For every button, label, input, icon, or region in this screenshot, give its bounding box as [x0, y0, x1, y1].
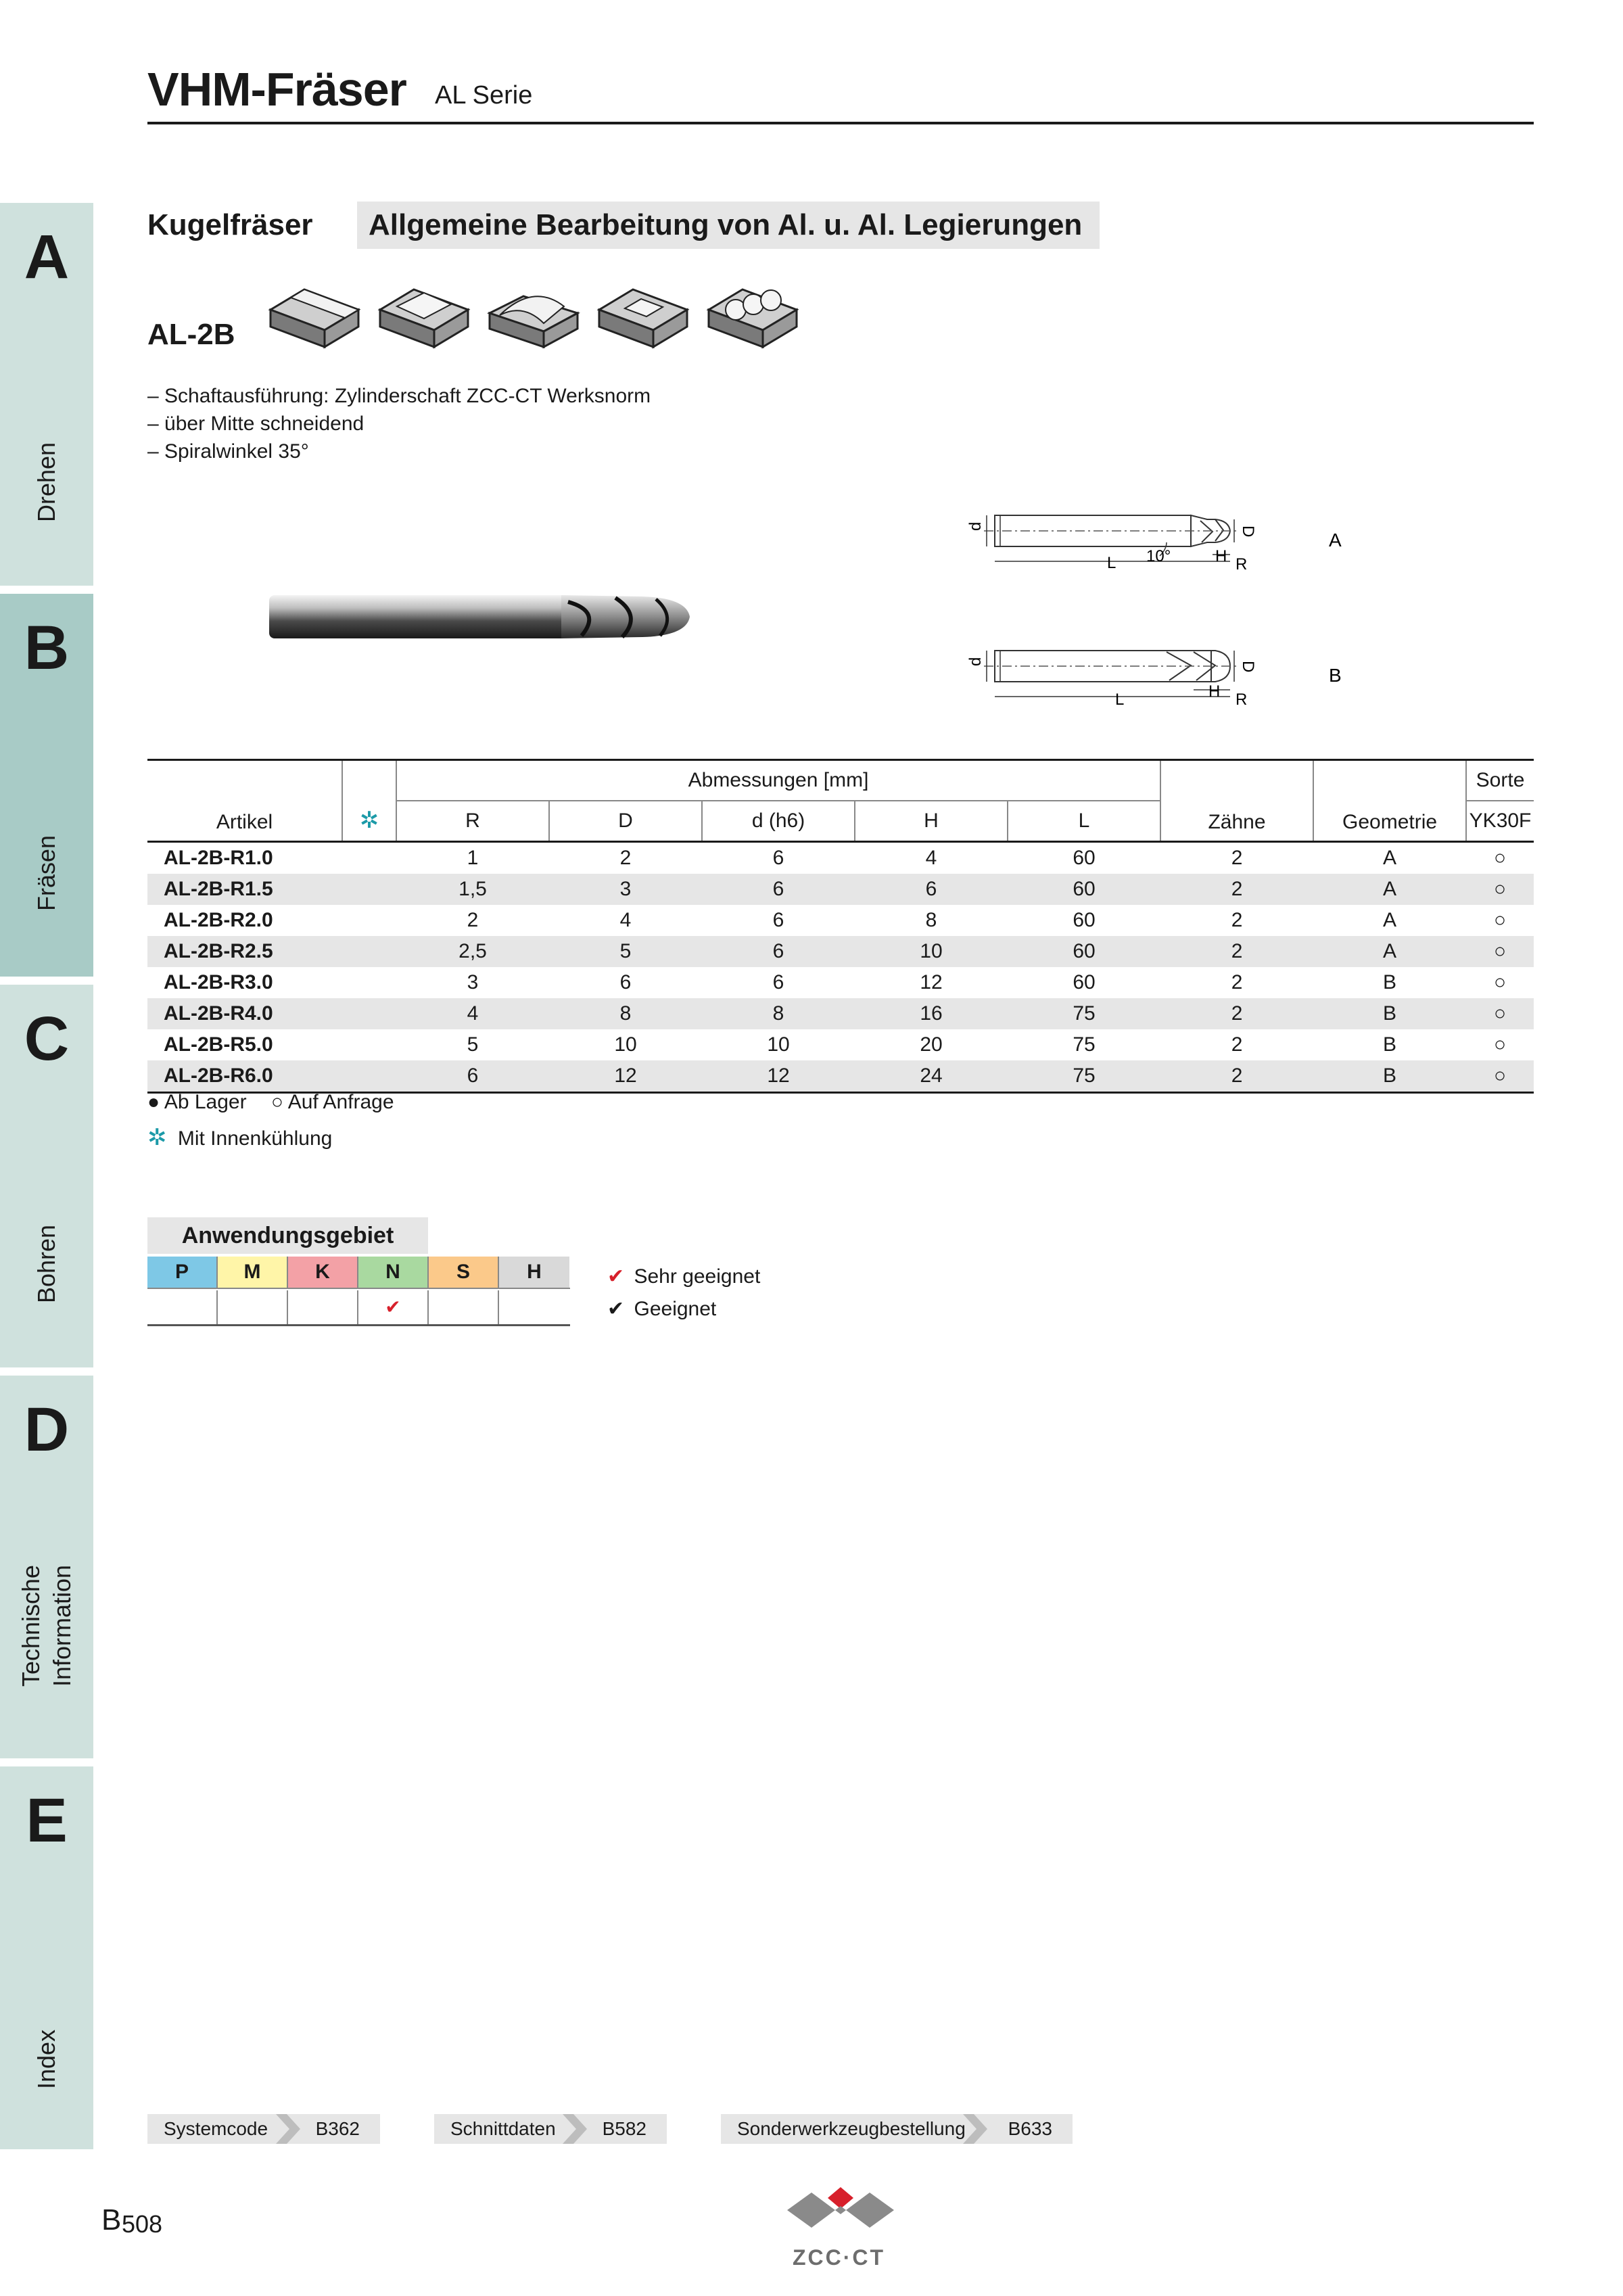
cell-stock: ○	[1466, 1060, 1534, 1093]
application-bottom-rule	[147, 1324, 570, 1326]
cell-zaehne: 2	[1231, 971, 1243, 993]
black-check-icon: ✔	[607, 1298, 625, 1320]
cell-D: 10	[614, 1033, 637, 1056]
suitable-legend	[607, 1297, 716, 1321]
on-request-label: Auf Anfrage	[287, 1091, 394, 1113]
cell-R: 1	[396, 842, 549, 874]
cell-geometrie: A	[1313, 936, 1466, 967]
coolant-icon: ✲	[342, 760, 396, 842]
material-p: P	[147, 1257, 218, 1288]
feature-item: – über Mitte schneidend	[147, 413, 364, 435]
application-title: Anwendungsgebiet	[181, 1223, 394, 1248]
material-m-rating	[218, 1290, 288, 1324]
dim-angle-label: 10°	[1146, 547, 1171, 565]
cell-zaehne: 2	[1160, 874, 1313, 905]
material-n: N	[358, 1257, 429, 1288]
cell-D: 4	[619, 909, 632, 931]
cell-geometrie: A	[1313, 842, 1466, 874]
col-header-d: d (h6)	[702, 801, 855, 842]
tab-letter: C	[24, 1004, 70, 1073]
col-group-sorte: Sorte	[1466, 760, 1534, 801]
cell-artikel: AL-2B-R3.0	[164, 971, 273, 993]
tab-letter: E	[26, 1786, 68, 1855]
dim-H-label: H	[1215, 547, 1227, 565]
col-header-artikel: Artikel	[147, 760, 342, 842]
coolant-legend	[147, 1124, 332, 1151]
feature-item: – Schaftausführung: Zylinderschaft ZCC-CT Werksnorm	[147, 385, 651, 407]
cell-zaehne: 2	[1231, 1033, 1243, 1056]
material-s-rating	[429, 1290, 499, 1324]
cell-H: 24	[855, 1060, 1008, 1093]
cell-D: 6	[619, 971, 632, 993]
very-suitable-legend	[607, 1265, 760, 1288]
dim-d-label: d	[966, 521, 985, 531]
chevron-right-icon	[963, 2114, 990, 2144]
cell-artikel: AL-2B-R6.0	[147, 1060, 342, 1093]
feature-item: – Spiralwinkel 35°	[147, 440, 309, 463]
coolant-icon: ✲	[147, 1125, 167, 1150]
table-row	[147, 998, 1534, 1029]
cell-L: 60	[1008, 936, 1160, 967]
dim-L-label: L	[1115, 690, 1125, 709]
cell-zaehne: 2	[1160, 1060, 1313, 1093]
very-suitable-label: Sehr geeignet	[634, 1265, 761, 1288]
shoulder-milling-icon	[264, 269, 365, 350]
table-row	[147, 905, 1534, 936]
page-title: VHM-Fräser	[147, 63, 406, 116]
contour-milling-icon	[483, 269, 584, 350]
cell-artikel: AL-2B-R1.5	[147, 874, 342, 905]
logo-wordmark: ZCC·CT	[793, 2245, 886, 2270]
series-label: AL Serie	[435, 81, 533, 110]
cell-L: 75	[1073, 1033, 1096, 1056]
category-title: Kugelfräser	[147, 208, 313, 241]
suitable-label: Geeignet	[634, 1298, 717, 1320]
cell-L: 60	[1073, 971, 1096, 993]
tab-letter: D	[24, 1395, 70, 1464]
material-h-rating	[499, 1290, 569, 1324]
cell-zaehne: 2	[1160, 842, 1313, 874]
cell-H: 16	[855, 998, 1008, 1029]
cell-L: 60	[1008, 874, 1160, 905]
drawing-geometry-b	[964, 636, 1356, 717]
tab-bohren[interactable]	[0, 985, 93, 1367]
ref-systemcode[interactable]	[147, 2114, 380, 2144]
in-stock-label: Ab Lager	[164, 1091, 247, 1113]
tab-label: Fräsen	[32, 835, 60, 912]
tab-fraesen[interactable]	[0, 594, 93, 977]
dimension-table	[147, 759, 1534, 1094]
cell-geometrie: B	[1383, 971, 1397, 993]
col-header-geometrie: Geometrie	[1313, 760, 1466, 842]
ref-code: B582	[602, 2118, 646, 2139]
cell-D: 2	[549, 842, 702, 874]
table-row	[147, 842, 1534, 874]
in-stock-icon: ●	[147, 1091, 160, 1113]
ref-schnittdaten[interactable]	[434, 2114, 667, 2144]
cell-D: 12	[549, 1060, 702, 1093]
cell-L: 75	[1008, 1060, 1160, 1093]
ref-label: Sonderwerkzeugbestellung	[737, 2118, 966, 2139]
page-number: 508	[122, 2210, 163, 2238]
tab-drehen[interactable]	[0, 203, 93, 586]
col-header-L: L	[1008, 801, 1160, 842]
cell-R: 5	[467, 1033, 479, 1056]
cell-D: 3	[549, 874, 702, 905]
cell-D: 5	[549, 936, 702, 967]
cell-artikel: AL-2B-R5.0	[164, 1033, 273, 1056]
cell-stock: ○	[1466, 874, 1534, 905]
tab-label-line2: Information	[48, 1564, 76, 1687]
material-k-rating	[288, 1290, 358, 1324]
cell-d: 6	[772, 909, 784, 931]
tab-label: Bohren	[32, 1224, 60, 1304]
cell-R: 6	[396, 1060, 549, 1093]
cell-zaehne: 2	[1160, 998, 1313, 1029]
material-k: K	[288, 1257, 358, 1288]
col-header-H: H	[855, 801, 1008, 842]
dim-D-label: D	[1239, 661, 1257, 673]
ref-code: B633	[1008, 2118, 1052, 2139]
table-row	[147, 967, 1534, 998]
col-header-zaehne: Zähne	[1160, 760, 1313, 842]
chevron-right-icon	[563, 2114, 590, 2144]
page-section-letter: B	[101, 2203, 122, 2236]
cell-d: 6	[702, 842, 855, 874]
cell-d: 6	[772, 971, 784, 993]
col-header-grade: YK30F	[1466, 801, 1534, 842]
dim-D-label: D	[1239, 525, 1257, 538]
cell-geometrie: A	[1383, 909, 1397, 931]
cell-R: 2,5	[396, 936, 549, 967]
cell-R: 3	[467, 971, 479, 993]
dim-R-label: R	[1236, 690, 1248, 709]
chevron-right-icon	[276, 2114, 303, 2144]
cell-geometrie: B	[1313, 998, 1466, 1029]
cell-stock: ○	[1493, 909, 1507, 931]
endmill-photo	[264, 582, 703, 656]
slot-milling-icon	[373, 269, 475, 350]
geometry-a-label: A	[1329, 530, 1342, 550]
cell-d: 6	[702, 874, 855, 905]
cell-R: 4	[396, 998, 549, 1029]
cell-d: 12	[702, 1060, 855, 1093]
material-s: S	[429, 1257, 499, 1288]
cell-R: 2	[467, 909, 479, 931]
cell-zaehne: 2	[1160, 936, 1313, 967]
tab-technische-information[interactable]	[0, 1376, 93, 1758]
cell-geometrie: B	[1313, 1060, 1466, 1093]
material-n-rating: ✔	[358, 1290, 429, 1324]
product-code: AL-2B	[147, 318, 235, 351]
cell-stock: ○	[1493, 971, 1507, 993]
dim-L-label: L	[1107, 554, 1116, 572]
cell-geometrie: B	[1383, 1033, 1397, 1056]
cell-H: 20	[920, 1033, 943, 1056]
cell-H: 10	[855, 936, 1008, 967]
cell-L: 60	[1008, 842, 1160, 874]
application-divider	[147, 1288, 570, 1289]
cell-H: 4	[855, 842, 1008, 874]
feature-list	[147, 382, 651, 465]
table-row	[147, 936, 1534, 967]
cell-zaehne: 2	[1231, 909, 1243, 931]
table-row	[147, 1029, 1534, 1060]
cell-d: 10	[767, 1033, 790, 1056]
ref-label: Systemcode	[164, 2118, 268, 2139]
coolant-label: Mit Innenkühlung	[177, 1127, 333, 1150]
dim-R-label: R	[1236, 555, 1248, 573]
table-row	[147, 1060, 1534, 1093]
cell-stock: ○	[1466, 998, 1534, 1029]
col-header-R: R	[396, 801, 549, 842]
cell-stock: ○	[1493, 1033, 1507, 1056]
cell-R: 1,5	[396, 874, 549, 905]
cell-stock: ○	[1466, 842, 1534, 874]
cell-artikel: AL-2B-R4.0	[147, 998, 342, 1029]
red-check-icon: ✔	[607, 1265, 625, 1288]
tab-label	[16, 1565, 78, 1687]
cell-d: 6	[702, 936, 855, 967]
geometry-b-label: B	[1329, 665, 1342, 686]
cell-artikel: AL-2B-R1.0	[147, 842, 342, 874]
cell-H: 6	[855, 874, 1008, 905]
cell-D: 8	[549, 998, 702, 1029]
tab-label: Index	[32, 2029, 60, 2090]
cell-H: 8	[925, 909, 937, 931]
tab-letter: A	[24, 222, 70, 291]
cell-L: 75	[1008, 998, 1160, 1029]
cell-H: 12	[920, 971, 943, 993]
cell-stock: ○	[1466, 936, 1534, 967]
ref-sonderwerkzeug[interactable]	[721, 2114, 1073, 2144]
material-h: H	[499, 1257, 569, 1288]
tab-index[interactable]	[0, 1766, 93, 2149]
col-header-D: D	[549, 801, 702, 842]
ball-groove-milling-icon	[702, 269, 803, 350]
cell-artikel: AL-2B-R2.5	[147, 936, 342, 967]
dim-H-label: H	[1208, 682, 1221, 701]
ref-label: Schnittdaten	[450, 2118, 556, 2139]
col-group-abmessungen: Abmessungen [mm]	[396, 760, 1160, 801]
dim-d-label: d	[966, 657, 985, 666]
cell-geometrie: A	[1313, 874, 1466, 905]
material-p-rating	[147, 1290, 218, 1324]
table-row	[147, 874, 1534, 905]
ref-code: B362	[315, 2118, 360, 2139]
cell-artikel: AL-2B-R2.0	[164, 909, 273, 931]
tab-label: Drehen	[32, 442, 60, 523]
pocket-milling-icon	[592, 269, 694, 350]
on-request-icon: ○	[270, 1091, 284, 1113]
tab-letter: B	[24, 613, 70, 682]
zcc-ct-logo	[783, 2183, 898, 2244]
category-subtitle: Allgemeine Bearbeitung von Al. u. Al. Legierungen	[369, 208, 1083, 241]
cell-L: 60	[1073, 909, 1096, 931]
tab-label-line1: Technische	[17, 1564, 45, 1687]
title-divider	[147, 122, 1534, 124]
cell-d: 8	[702, 998, 855, 1029]
drawing-geometry-a	[964, 500, 1356, 582]
stock-legend	[147, 1091, 394, 1114]
material-m: M	[218, 1257, 288, 1288]
